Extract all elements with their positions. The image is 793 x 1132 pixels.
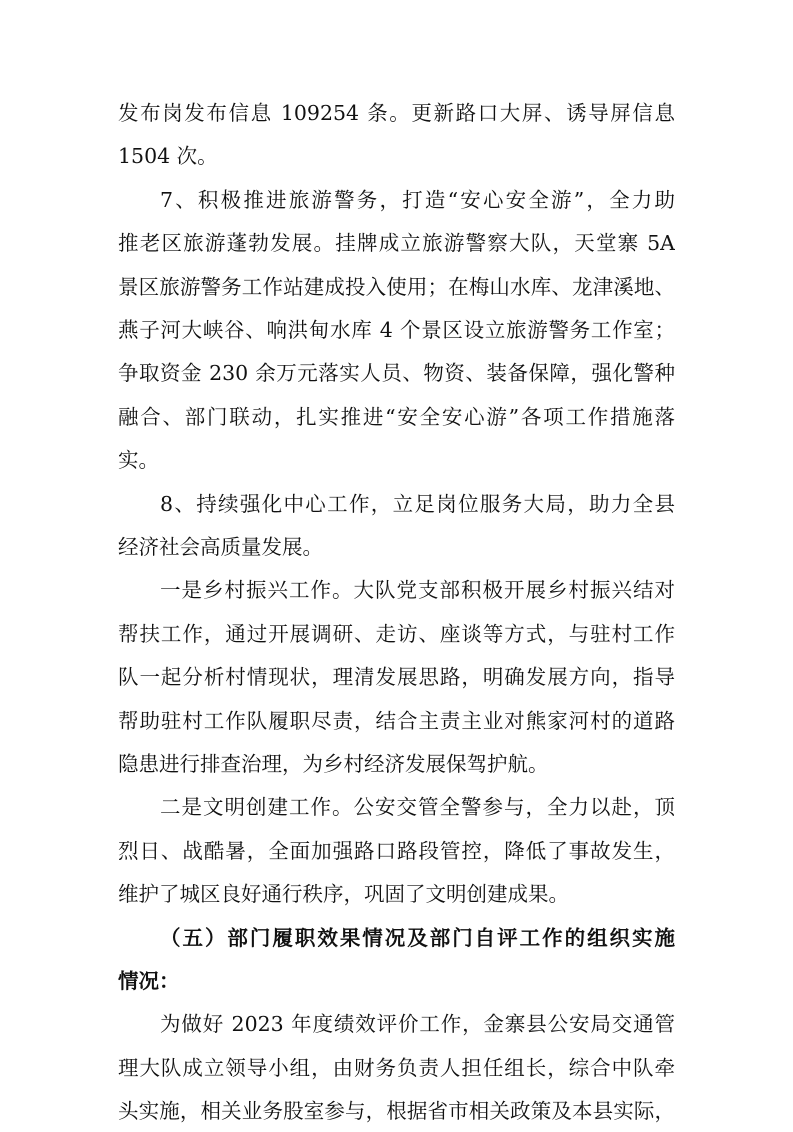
text-line: 争取资金 230 余万元落实人员、物资、装备保障，强化警种 <box>118 361 675 386</box>
text-line: 实。 <box>118 448 159 473</box>
text-line: 隐患进行排查治理，为乡村经济发展保驾护航。 <box>118 752 549 776</box>
text-line: 理大队成立领导小组，由财务负责人担任组长，综合中队牵 <box>118 1055 675 1080</box>
text-line: 融合、部门联动，扎实推进“安全安心游”各项工作措施落 <box>118 404 675 429</box>
text-line: 二是文明创建工作。公安交管全警参与，全力以赴，顶 <box>160 795 675 820</box>
text-line: 烈日、战酷暑，全面加强路口路段管控，降低了事故发生， <box>118 838 675 863</box>
text-line: 1504 次。 <box>118 144 218 169</box>
section-heading-line: 情况： <box>118 969 180 993</box>
text-line: 队一起分析村情现状，理清发展思路，明确发展方向，指导 <box>118 665 675 690</box>
text-line: 为做好 2023 年度绩效评价工作，金寨县公安局交通管 <box>160 1012 675 1037</box>
section-heading-line: （五）部门履职效果情况及部门自评工作的组织实施 <box>160 925 675 950</box>
text-line: 景区旅游警务工作站建成投入使用；在梅山水库、龙津溪地、 <box>118 274 675 299</box>
text-line: 帮助驻村工作队履职尽责，结合主责主业对熊家河村的道路 <box>118 708 675 733</box>
text-line: 发布岗发布信息 109254 条。更新路口大屏、诱导屏信息 <box>118 101 675 125</box>
text-line: 燕子河大峡谷、响洪甸水库 4 个景区设立旅游警务工作室； <box>118 318 675 342</box>
text-line: 帮扶工作，通过开展调研、走访、座谈等方式，与驻村工作 <box>118 621 675 646</box>
text-line: 头实施，相关业务股室参与，根据省市相关政策及本县实际， <box>118 1099 675 1124</box>
text-line: 维护了城区良好通行秩序，巩固了文明创建成果。 <box>118 882 569 907</box>
text-line: 8、持续强化中心工作，立足岗位服务大局，助力全县 <box>160 491 675 516</box>
text-line: 经济社会高质量发展。 <box>118 535 323 559</box>
text-line: 推老区旅游蓬勃发展。挂牌成立旅游警察大队，天堂寨 5A <box>118 231 675 256</box>
text-line: 7、积极推进旅游警务，打造“安心安全游”，全力助 <box>160 187 675 212</box>
text-line: 一是乡村振兴工作。大队党支部积极开展乡村振兴结对 <box>160 578 675 603</box>
